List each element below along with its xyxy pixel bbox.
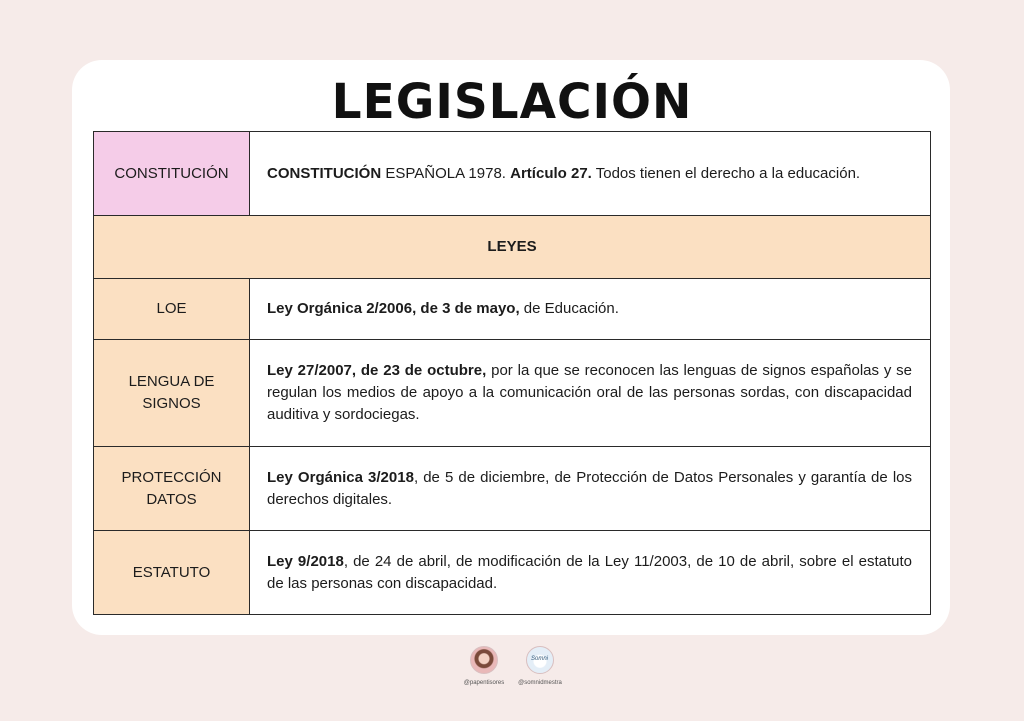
row-content [250,447,931,531]
text: ESPAÑOLA 1978. [381,164,511,182]
avatar[interactable] [470,646,498,674]
bold-text: Ley Orgánica 3/2018 [267,468,414,486]
footer [0,646,1024,696]
bold-text: Artículo 27. [510,164,592,182]
text: , de 5 de diciembre, de Protección de Datos Personales y garantía de los derechos digitales. [267,468,912,508]
table-row-lengua-signos [94,340,931,447]
table-row-estatuto [94,531,931,615]
table-row-loe [94,279,931,340]
table-row-constitucion [94,132,931,216]
bold-text: CONSTITUCIÓN [267,164,382,182]
row-content [250,279,931,340]
legislation-table [93,131,931,615]
row-label: LOE [94,279,250,340]
bold-text: Ley Orgánica 2/2006, de 3 de mayo, [267,300,520,317]
table-row-section [94,216,931,279]
handle-link[interactable]: @somnidmestra [518,680,562,686]
row-content [250,132,931,216]
bold-text: Ley 27/2007, de 23 de octubre, [267,362,487,379]
row-content [250,340,931,447]
text: Todos tienen el derecho a la educación. [591,164,861,182]
row-label: CONSTITUCIÓN [94,132,250,216]
section-header-leyes: LEYES [94,216,931,279]
row-label: PROTECCIÓN DATOS [94,447,250,531]
text: de Educación. [519,300,619,317]
bold-text: Ley 9/2018 [267,552,344,570]
row-label: LENGUA DE SIGNOS [94,340,250,447]
text: , de 24 de abril, de modificación de la Ley 11/2003, de 10 de abril, sobre el estatuto de las personas con discapacidad. [267,552,912,592]
logo-text: Somni [531,656,549,662]
logo-avatar[interactable] [526,646,554,674]
handle-link[interactable]: @papentisores [463,680,505,686]
page-title: LEGISLACIÓN [331,74,693,130]
row-content [250,531,931,615]
table-row-proteccion-datos [94,447,931,531]
row-label: ESTATUTO [94,531,250,615]
text: por la que se reconocen las lenguas de signos españolas y se regulan los medios de apoyo a la comunicación oral de las personas sordas, con discapacidad auditiva y sordociegas. [267,362,912,423]
